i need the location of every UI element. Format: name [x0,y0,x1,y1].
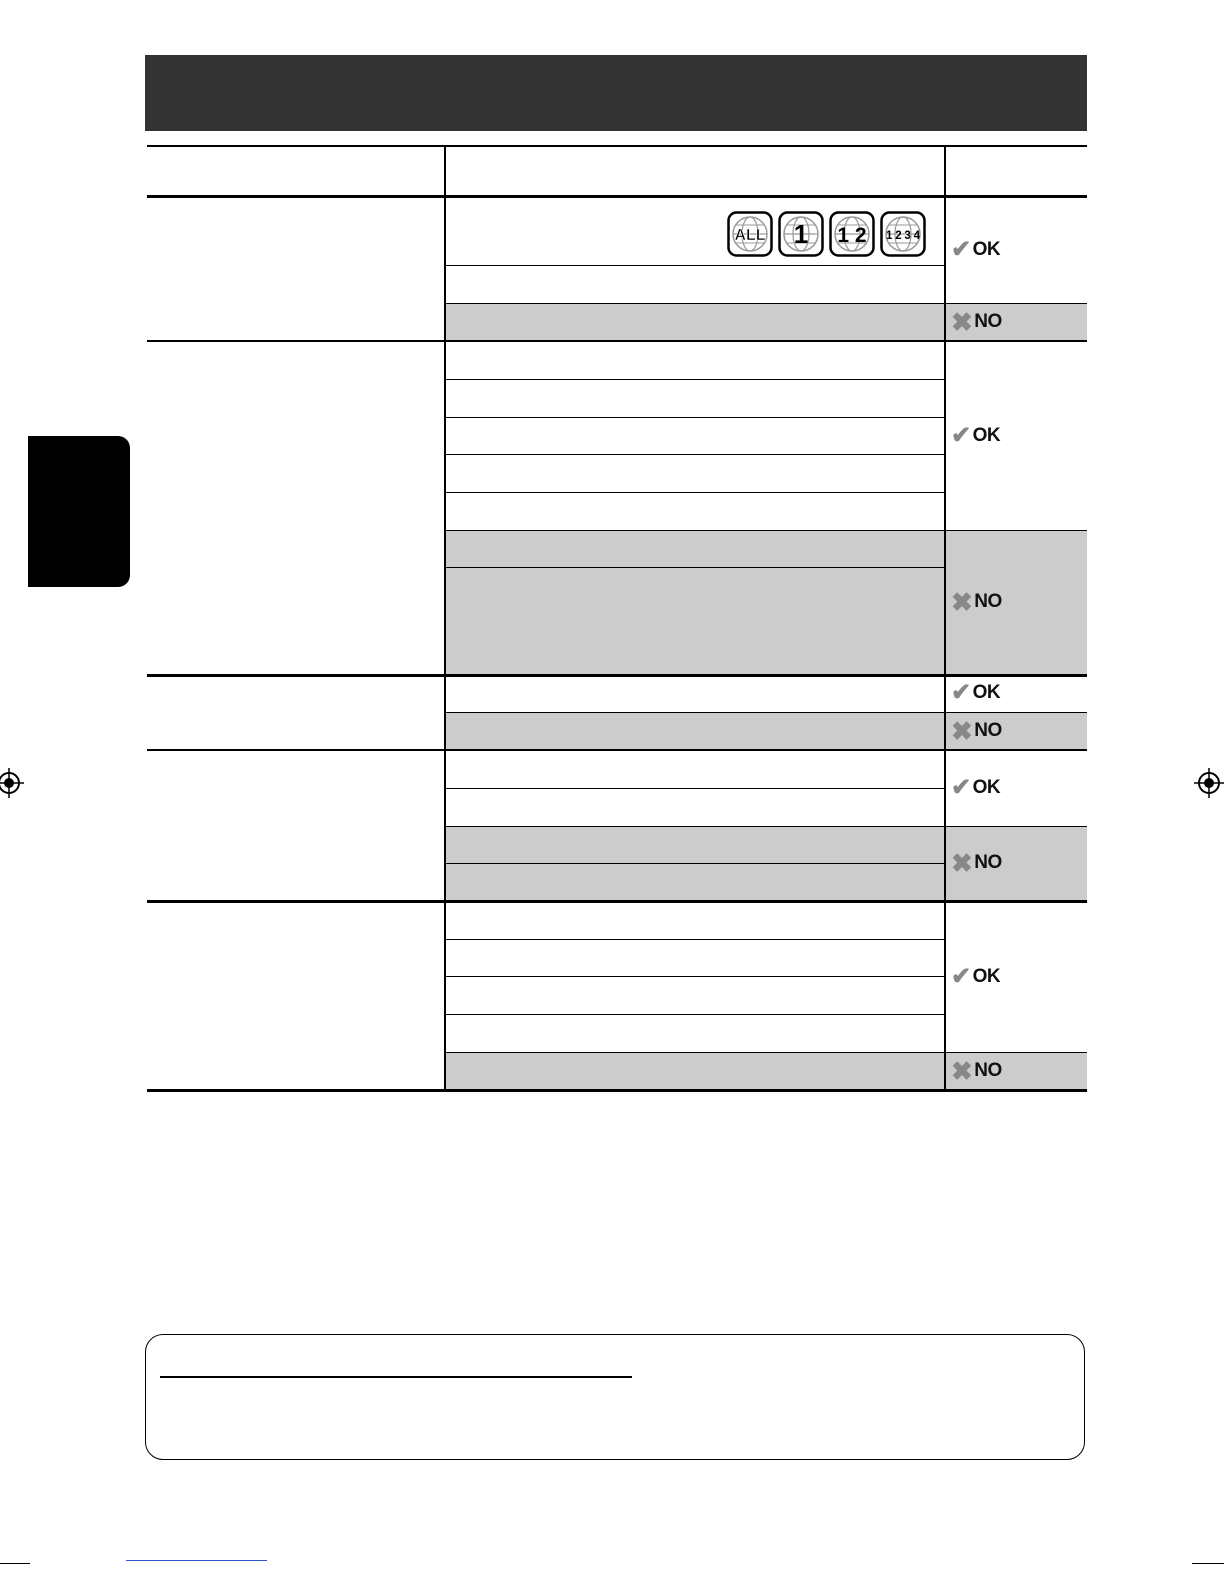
cross-icon: ✖ [951,1056,973,1086]
group-rule [147,340,1087,342]
header-rule [147,195,1087,198]
cross-icon: ✖ [951,307,973,337]
row-rule [446,492,944,493]
verdict-no: ✖ NO [951,716,1002,746]
region-1-icon [778,211,824,257]
group-rule [147,674,1087,677]
registration-mark-right-icon [1194,768,1224,798]
check-icon: ✔ [951,774,971,801]
region-1-2-3-4-icon [880,211,926,257]
check-icon: ✔ [951,422,971,449]
crop-line [1192,1563,1224,1564]
svg-text:1 2: 1 2 [837,224,867,247]
row-rule [446,265,944,266]
header-bar [145,55,1087,131]
row-rule [446,863,944,864]
column-divider [444,145,446,1092]
row-rule [446,826,1087,827]
row-rule [446,939,944,940]
region-code-icons [727,211,926,257]
region-all-icon [727,211,773,257]
verdict-ok: ✔ OK [951,774,1001,801]
check-icon: ✔ [951,236,971,263]
row-rule [446,567,944,568]
compatibility-table [147,145,1087,1092]
verdict-no: ✖ NO [951,307,1002,337]
row-rule [446,454,944,455]
svg-text:1 2 3 4: 1 2 3 4 [886,230,920,242]
registration-mark-left-icon [0,768,24,798]
row-rule [446,976,944,977]
verdict-ok: ✔ OK [951,679,1001,706]
side-tab [28,436,130,587]
note-heading-rule [160,1376,632,1378]
row-rule [446,417,944,418]
row-rule [446,303,1087,304]
row-rule [446,379,944,380]
group-rule [147,900,1087,903]
row-rule [446,1014,944,1015]
row-rule [446,788,944,789]
row-rule [446,712,1087,713]
region-1-2-icon [829,211,875,257]
verdict-no: ✖ NO [951,848,1002,878]
svg-text:ALL: ALL [734,227,766,244]
cross-icon: ✖ [951,587,973,617]
column-divider [944,145,946,1092]
check-icon: ✔ [951,963,971,990]
verdict-ok: ✔ OK [951,236,1001,263]
row-rule [446,1052,1087,1053]
verdict-no: ✖ NO [951,587,1002,617]
group-rule [147,749,1087,751]
footer-link-rule [126,1560,267,1561]
cross-icon: ✖ [951,848,973,878]
verdict-no: ✖ NO [951,1056,1002,1086]
table-bottom-rule [147,1089,1087,1092]
crop-line [0,1563,30,1564]
check-icon: ✔ [951,679,971,706]
verdict-ok: ✔ OK [951,422,1001,449]
svg-text:1: 1 [793,219,809,249]
note-box [145,1334,1085,1460]
row-rule [446,530,1087,531]
cross-icon: ✖ [951,716,973,746]
verdict-ok: ✔ OK [951,963,1001,990]
table-top-rule [147,145,1087,147]
